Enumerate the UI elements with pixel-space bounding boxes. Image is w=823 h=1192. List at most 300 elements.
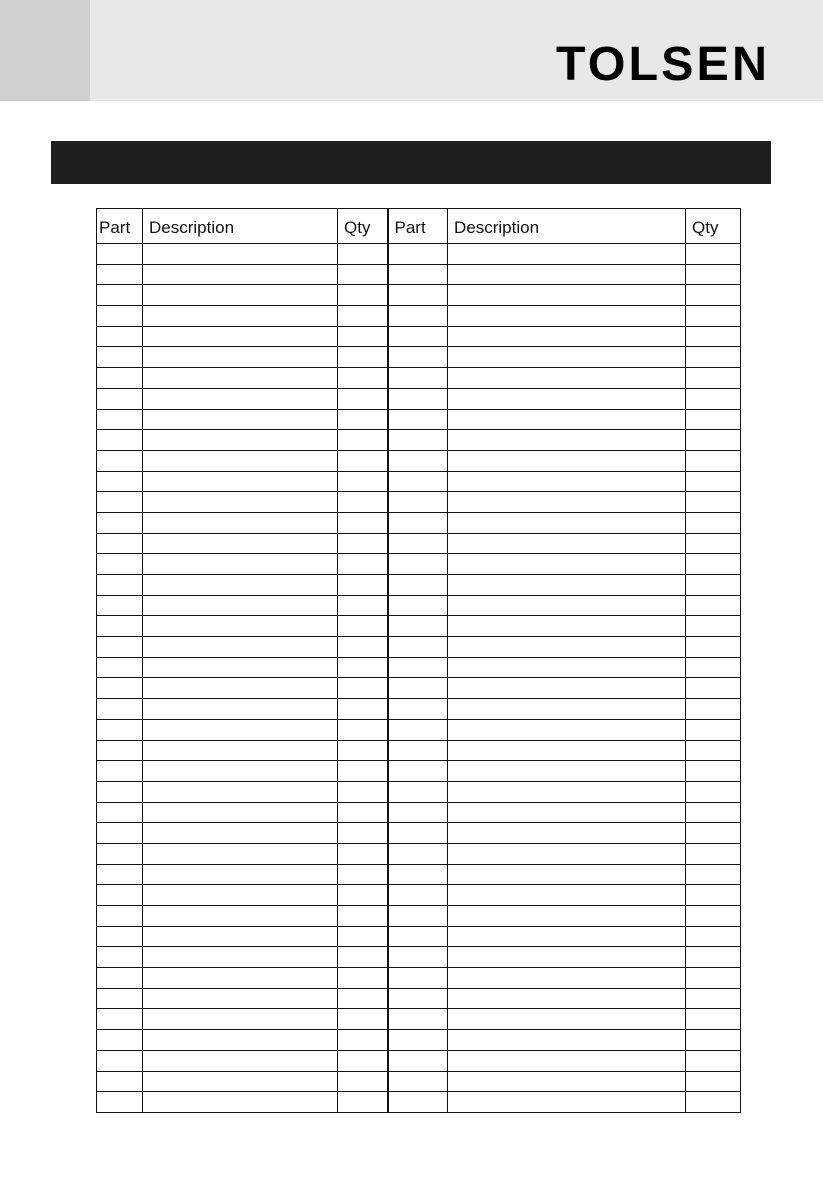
- description-cell: [143, 512, 338, 533]
- description-cell: [143, 492, 338, 513]
- qty-cell-2: [686, 616, 741, 637]
- description-cell: [143, 843, 338, 864]
- description-cell-2: [448, 761, 686, 782]
- qty-cell: [338, 719, 388, 740]
- description-cell-2: [448, 1071, 686, 1092]
- part-cell: [97, 409, 143, 430]
- table-row: [97, 781, 741, 802]
- description-cell-2: [448, 616, 686, 637]
- description-cell-2: [448, 864, 686, 885]
- qty-cell-2: [686, 1071, 741, 1092]
- description-cell: [143, 885, 338, 906]
- table-row: [97, 988, 741, 1009]
- part-cell-2: [388, 802, 448, 823]
- description-cell-2: [448, 678, 686, 699]
- description-cell: [143, 264, 338, 285]
- table-row: [97, 968, 741, 989]
- part-cell-2: [388, 575, 448, 596]
- part-cell: [97, 843, 143, 864]
- qty-cell-2: [686, 575, 741, 596]
- description-cell: [143, 1030, 338, 1051]
- part-cell-2: [388, 554, 448, 575]
- description-cell-2: [448, 1030, 686, 1051]
- section-title-bar: [51, 141, 771, 184]
- qty-cell-2: [686, 761, 741, 782]
- part-cell-2: [388, 492, 448, 513]
- description-cell-2: [448, 368, 686, 389]
- part-cell: [97, 1050, 143, 1071]
- table-row: [97, 802, 741, 823]
- qty-cell-2: [686, 450, 741, 471]
- part-cell: [97, 368, 143, 389]
- header-qty: Qty: [338, 209, 388, 244]
- description-cell-2: [448, 450, 686, 471]
- part-cell-2: [388, 512, 448, 533]
- table-row: [97, 595, 741, 616]
- qty-cell: [338, 326, 388, 347]
- part-cell-2: [388, 637, 448, 658]
- part-cell-2: [388, 864, 448, 885]
- table-row: [97, 326, 741, 347]
- description-cell-2: [448, 244, 686, 265]
- qty-cell: [338, 1050, 388, 1071]
- header-description: Description: [143, 209, 338, 244]
- table-row: [97, 761, 741, 782]
- table-row: [97, 864, 741, 885]
- part-cell: [97, 926, 143, 947]
- table-row: [97, 388, 741, 409]
- table-row: [97, 244, 741, 265]
- qty-cell: [338, 285, 388, 306]
- tolsen-logo: [556, 36, 776, 86]
- part-cell: [97, 947, 143, 968]
- table-row: [97, 1009, 741, 1030]
- table-row: [97, 926, 741, 947]
- header-qty-2: Qty: [686, 209, 741, 244]
- header-description-2: Description: [448, 209, 686, 244]
- qty-cell-2: [686, 781, 741, 802]
- part-cell: [97, 988, 143, 1009]
- part-cell: [97, 616, 143, 637]
- part-cell-2: [388, 430, 448, 451]
- description-cell-2: [448, 533, 686, 554]
- qty-cell: [338, 616, 388, 637]
- qty-cell: [338, 1071, 388, 1092]
- part-cell-2: [388, 1092, 448, 1113]
- description-cell-2: [448, 1050, 686, 1071]
- description-cell: [143, 450, 338, 471]
- part-cell: [97, 1092, 143, 1113]
- qty-cell-2: [686, 595, 741, 616]
- qty-cell-2: [686, 637, 741, 658]
- table-row: [97, 947, 741, 968]
- qty-cell-2: [686, 1092, 741, 1113]
- part-cell-2: [388, 823, 448, 844]
- part-cell-2: [388, 1030, 448, 1051]
- qty-cell-2: [686, 968, 741, 989]
- description-cell: [143, 823, 338, 844]
- description-cell: [143, 926, 338, 947]
- part-cell: [97, 740, 143, 761]
- description-cell: [143, 906, 338, 927]
- qty-cell-2: [686, 409, 741, 430]
- qty-cell: [338, 409, 388, 430]
- table-row: [97, 450, 741, 471]
- part-cell-2: [388, 699, 448, 720]
- qty-cell-2: [686, 885, 741, 906]
- part-cell-2: [388, 450, 448, 471]
- part-cell-2: [388, 1071, 448, 1092]
- qty-cell: [338, 368, 388, 389]
- qty-cell: [338, 306, 388, 327]
- part-cell: [97, 595, 143, 616]
- part-cell-2: [388, 368, 448, 389]
- part-cell: [97, 471, 143, 492]
- part-cell-2: [388, 1009, 448, 1030]
- qty-cell: [338, 761, 388, 782]
- part-cell: [97, 347, 143, 368]
- table-header-row: [97, 209, 741, 244]
- table-row: [97, 1071, 741, 1092]
- part-cell-2: [388, 740, 448, 761]
- part-cell-2: [388, 533, 448, 554]
- table-row: [97, 471, 741, 492]
- table-row: [97, 409, 741, 430]
- qty-cell: [338, 533, 388, 554]
- table-row: [97, 1092, 741, 1113]
- description-cell-2: [448, 988, 686, 1009]
- qty-cell-2: [686, 1050, 741, 1071]
- qty-cell: [338, 843, 388, 864]
- description-cell-2: [448, 575, 686, 596]
- qty-cell: [338, 554, 388, 575]
- part-cell-2: [388, 885, 448, 906]
- description-cell-2: [448, 926, 686, 947]
- qty-cell-2: [686, 740, 741, 761]
- qty-cell: [338, 388, 388, 409]
- part-cell: [97, 450, 143, 471]
- qty-cell: [338, 1092, 388, 1113]
- description-cell: [143, 699, 338, 720]
- description-cell: [143, 802, 338, 823]
- description-cell-2: [448, 285, 686, 306]
- part-cell: [97, 492, 143, 513]
- table-row: [97, 906, 741, 927]
- description-cell: [143, 368, 338, 389]
- part-cell: [97, 326, 143, 347]
- qty-cell-2: [686, 347, 741, 368]
- qty-cell-2: [686, 554, 741, 575]
- qty-cell-2: [686, 823, 741, 844]
- part-cell-2: [388, 326, 448, 347]
- table-row: [97, 492, 741, 513]
- description-cell-2: [448, 781, 686, 802]
- part-cell-2: [388, 926, 448, 947]
- qty-cell: [338, 781, 388, 802]
- header-part-2: Part: [388, 209, 448, 244]
- description-cell: [143, 471, 338, 492]
- header-part: Part: [97, 209, 143, 244]
- description-cell-2: [448, 1009, 686, 1030]
- part-cell: [97, 1009, 143, 1030]
- part-cell-2: [388, 947, 448, 968]
- qty-cell-2: [686, 802, 741, 823]
- description-cell-2: [448, 347, 686, 368]
- qty-cell-2: [686, 285, 741, 306]
- qty-cell: [338, 802, 388, 823]
- qty-cell-2: [686, 368, 741, 389]
- part-cell-2: [388, 968, 448, 989]
- table-row: [97, 285, 741, 306]
- qty-cell-2: [686, 657, 741, 678]
- description-cell-2: [448, 968, 686, 989]
- qty-cell-2: [686, 244, 741, 265]
- description-cell: [143, 1071, 338, 1092]
- description-cell: [143, 285, 338, 306]
- description-cell-2: [448, 740, 686, 761]
- description-cell-2: [448, 388, 686, 409]
- description-cell-2: [448, 512, 686, 533]
- header-tab: [0, 0, 90, 101]
- description-cell-2: [448, 326, 686, 347]
- part-cell-2: [388, 843, 448, 864]
- part-cell: [97, 699, 143, 720]
- description-cell-2: [448, 947, 686, 968]
- description-cell: [143, 781, 338, 802]
- description-cell-2: [448, 492, 686, 513]
- part-cell: [97, 1030, 143, 1051]
- part-cell: [97, 430, 143, 451]
- table-row: [97, 264, 741, 285]
- qty-cell: [338, 471, 388, 492]
- part-cell-2: [388, 244, 448, 265]
- description-cell-2: [448, 906, 686, 927]
- qty-cell: [338, 492, 388, 513]
- table-row: [97, 533, 741, 554]
- qty-cell-2: [686, 533, 741, 554]
- qty-cell: [338, 678, 388, 699]
- part-cell-2: [388, 781, 448, 802]
- table-row: [97, 823, 741, 844]
- qty-cell: [338, 947, 388, 968]
- part-cell: [97, 802, 143, 823]
- description-cell: [143, 864, 338, 885]
- parts-list-table: [96, 208, 741, 1113]
- description-cell-2: [448, 264, 686, 285]
- table-row: [97, 306, 741, 327]
- qty-cell: [338, 988, 388, 1009]
- part-cell: [97, 264, 143, 285]
- qty-cell-2: [686, 430, 741, 451]
- description-cell: [143, 761, 338, 782]
- part-cell: [97, 885, 143, 906]
- qty-cell: [338, 595, 388, 616]
- description-cell: [143, 1009, 338, 1030]
- qty-cell-2: [686, 306, 741, 327]
- description-cell: [143, 678, 338, 699]
- description-cell-2: [448, 885, 686, 906]
- description-cell: [143, 1050, 338, 1071]
- qty-cell: [338, 968, 388, 989]
- description-cell-2: [448, 471, 686, 492]
- qty-cell-2: [686, 947, 741, 968]
- description-cell-2: [448, 306, 686, 327]
- table-row: [97, 347, 741, 368]
- description-cell: [143, 1092, 338, 1113]
- table-row: [97, 657, 741, 678]
- qty-cell: [338, 450, 388, 471]
- part-cell: [97, 761, 143, 782]
- qty-cell-2: [686, 326, 741, 347]
- part-cell: [97, 285, 143, 306]
- qty-cell: [338, 699, 388, 720]
- part-cell: [97, 657, 143, 678]
- description-cell: [143, 388, 338, 409]
- part-cell: [97, 533, 143, 554]
- description-cell: [143, 347, 338, 368]
- qty-cell-2: [686, 699, 741, 720]
- description-cell: [143, 554, 338, 575]
- table-row: [97, 699, 741, 720]
- part-cell: [97, 719, 143, 740]
- part-cell: [97, 388, 143, 409]
- qty-cell: [338, 347, 388, 368]
- part-cell-2: [388, 264, 448, 285]
- part-cell-2: [388, 285, 448, 306]
- description-cell-2: [448, 843, 686, 864]
- qty-cell: [338, 885, 388, 906]
- part-cell-2: [388, 347, 448, 368]
- part-cell: [97, 306, 143, 327]
- part-cell-2: [388, 678, 448, 699]
- description-cell: [143, 637, 338, 658]
- part-cell: [97, 575, 143, 596]
- table-row: [97, 740, 741, 761]
- description-cell: [143, 616, 338, 637]
- table-row: [97, 843, 741, 864]
- qty-cell: [338, 657, 388, 678]
- qty-cell-2: [686, 471, 741, 492]
- qty-cell-2: [686, 988, 741, 1009]
- part-cell-2: [388, 616, 448, 637]
- table-row: [97, 430, 741, 451]
- description-cell-2: [448, 657, 686, 678]
- part-cell-2: [388, 906, 448, 927]
- description-cell: [143, 533, 338, 554]
- table-row: [97, 616, 741, 637]
- description-cell: [143, 719, 338, 740]
- description-cell: [143, 326, 338, 347]
- qty-cell-2: [686, 843, 741, 864]
- qty-cell-2: [686, 1030, 741, 1051]
- table-body: [97, 244, 741, 1113]
- qty-cell: [338, 1030, 388, 1051]
- part-cell: [97, 781, 143, 802]
- description-cell-2: [448, 823, 686, 844]
- part-cell: [97, 637, 143, 658]
- description-cell-2: [448, 409, 686, 430]
- table-row: [97, 554, 741, 575]
- qty-cell: [338, 906, 388, 927]
- description-cell-2: [448, 699, 686, 720]
- qty-cell-2: [686, 1009, 741, 1030]
- part-cell: [97, 864, 143, 885]
- part-cell: [97, 968, 143, 989]
- qty-cell: [338, 864, 388, 885]
- qty-cell: [338, 430, 388, 451]
- part-cell: [97, 554, 143, 575]
- description-cell: [143, 409, 338, 430]
- table-row: [97, 512, 741, 533]
- description-cell: [143, 740, 338, 761]
- qty-cell: [338, 740, 388, 761]
- table-row: [97, 719, 741, 740]
- qty-cell: [338, 244, 388, 265]
- qty-cell-2: [686, 719, 741, 740]
- description-cell: [143, 595, 338, 616]
- description-cell-2: [448, 802, 686, 823]
- part-cell-2: [388, 409, 448, 430]
- part-cell-2: [388, 306, 448, 327]
- qty-cell-2: [686, 678, 741, 699]
- part-cell-2: [388, 761, 448, 782]
- part-cell: [97, 512, 143, 533]
- qty-cell: [338, 575, 388, 596]
- description-cell: [143, 657, 338, 678]
- qty-cell-2: [686, 388, 741, 409]
- part-cell-2: [388, 471, 448, 492]
- description-cell-2: [448, 719, 686, 740]
- qty-cell-2: [686, 492, 741, 513]
- description-cell-2: [448, 1092, 686, 1113]
- qty-cell: [338, 512, 388, 533]
- part-cell-2: [388, 988, 448, 1009]
- qty-cell-2: [686, 512, 741, 533]
- qty-cell: [338, 823, 388, 844]
- description-cell: [143, 306, 338, 327]
- description-cell-2: [448, 430, 686, 451]
- qty-cell: [338, 637, 388, 658]
- part-cell-2: [388, 595, 448, 616]
- description-cell: [143, 244, 338, 265]
- table-row: [97, 1030, 741, 1051]
- description-cell: [143, 968, 338, 989]
- table-row: [97, 1050, 741, 1071]
- qty-cell-2: [686, 264, 741, 285]
- part-cell-2: [388, 1050, 448, 1071]
- qty-cell-2: [686, 906, 741, 927]
- description-cell: [143, 947, 338, 968]
- part-cell: [97, 823, 143, 844]
- part-cell: [97, 678, 143, 699]
- description-cell-2: [448, 554, 686, 575]
- part-cell: [97, 906, 143, 927]
- qty-cell-2: [686, 926, 741, 947]
- description-cell-2: [448, 595, 686, 616]
- qty-cell: [338, 1009, 388, 1030]
- part-cell-2: [388, 388, 448, 409]
- table-row: [97, 885, 741, 906]
- table-row: [97, 637, 741, 658]
- table-row: [97, 368, 741, 389]
- qty-cell: [338, 264, 388, 285]
- qty-cell: [338, 926, 388, 947]
- description-cell-2: [448, 637, 686, 658]
- table-row: [97, 575, 741, 596]
- part-cell: [97, 1071, 143, 1092]
- part-cell: [97, 244, 143, 265]
- part-cell-2: [388, 719, 448, 740]
